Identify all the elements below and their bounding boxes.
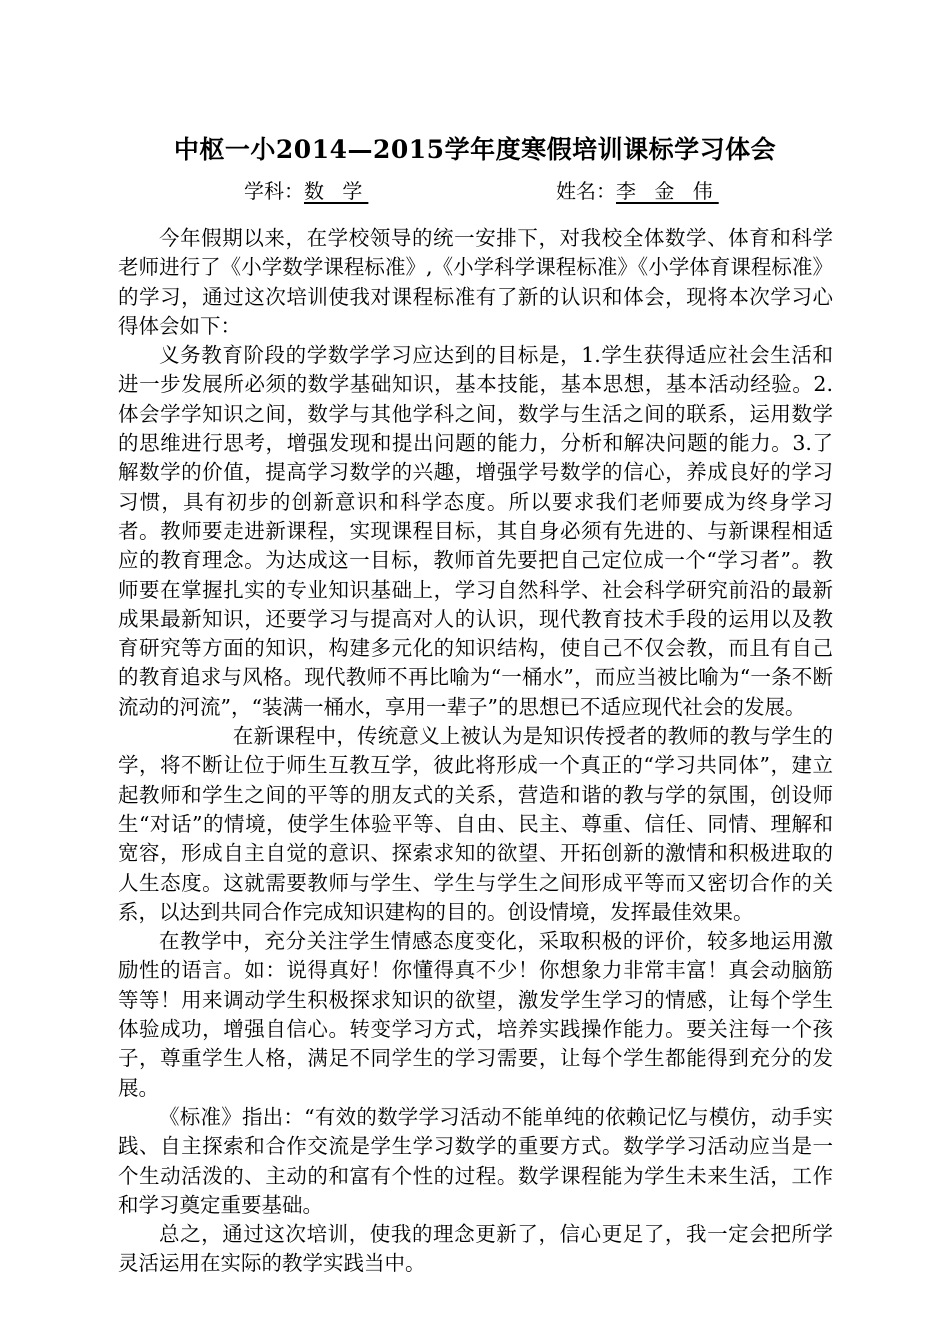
subject-value: 数 学 bbox=[304, 179, 369, 203]
document-body bbox=[118, 224, 833, 1279]
paragraph-goals: 义务教育阶段的学数学学习应达到的目标是，1.学生获得适应社会生活和进一步发展所必须的数学基础知识，基本技能，基本思想，基本活动经验。2.体会学学知识之间，数学与其他学科之间，数学与生活之间的联系，运用数学的思维进行思考，增强发现和提出问题的能力，分析和解决问题的能力。3.了解数学的价值，提高学习数学的兴趣，增强学号数学的信心，养成良好的学习习惯，具有初步的创新意识和科学态度。所以要求我们老师要成为终身学习者。教师要走进新课程，实现课程目标，其自身必须有先进的、与新课程相适应的教育理念。为达成这一目标，教师首先要把自己定位成一个“学习者”。教师要在掌握扎实的专业知识基础上，学习自然科学、社会科学研究前沿的最新成果最新知识，还要学习与提高对人的认识，现代教育技术手段的运用以及教育研究等方面的知识，构建多元化的知识结构，使自己不仅会教，而且有自己的教育追求与风格。现代教师不再比喻为“一桶水”，而应当被比喻为“一条不断流动的河流”，“装满一桶水，享用一辈子”的思想已不适应现代社会的发展。 bbox=[118, 343, 833, 719]
subject-field bbox=[244, 175, 368, 204]
paragraph-standard: 《标准》指出：“有效的数学学习活动不能单纯的依赖记忆与模仿，动手实践、自主探索和合作交流是学生学习数学的重要方式。数学学习活动应当是一个生动活泼的、主动的和富有个性的过程。数学课程能为学生未来生活，工作和学习奠定重要基础。 bbox=[118, 1104, 833, 1217]
paragraph-conclusion: 总之，通过这次培训，使我的理念更新了，信心更足了，我一定会把所学灵活运用在实际的教学实践当中。 bbox=[118, 1222, 833, 1276]
name-label: 姓名： bbox=[556, 179, 616, 203]
paragraph-intro: 今年假期以来，在学校领导的统一安排下，对我校全体数学、体育和科学老师进行了《小学数学课程标准》,《小学科学课程标准》《小学体育课程标准》的学习，通过这次培训使我对课程标准有了新的认识和体会，现将本次学习心得体会如下： bbox=[118, 226, 833, 338]
name-value: 李 金 伟 bbox=[616, 179, 719, 203]
subject-label: 学科： bbox=[244, 179, 304, 203]
paragraph-teaching: 在教学中，充分关注学生情感态度变化，采取积极的评价，较多地运用激励性的语言。如：说得真好！你懂得真不少！你想象力非常丰富！真会动脑筋等等！用来调动学生积极探求知识的欲望，激发学生学习的情感，让每个学生体验成功，增强自信心。转变学习方式，培养实践操作能力。要关注每一个孩子，尊重学生人格，满足不同学生的学习需要，让每个学生都能得到充分的发展。 bbox=[118, 929, 833, 1100]
author-field bbox=[556, 175, 719, 204]
document-title: 中枢一小2014—2015学年度寒假培训课标学习体会 bbox=[173, 135, 777, 164]
paragraph-new-curriculum: 在新课程中，传统意义上被认为是知识传授者的教师的教与学生的学，将不断让位于师生互教互学，彼此将形成一个真正的“学习共同体”，建立起教师和学生之间的平等的朋友式的关系，营造和谐的教与学的氛围，创设师生“对话”的情境，使学生体验平等、自由、民主、尊重、信任、同情、理解和宽容，形成自主自觉的意识、探索求知的欲望、开拓创新的激情和积极进取的人生态度。这就需要教师与学生、学生与学生之间形成平等而又密切合作的关系，以达到共同合作完成知识建构的目的。创设情境，发挥最佳效果。 bbox=[118, 724, 833, 924]
